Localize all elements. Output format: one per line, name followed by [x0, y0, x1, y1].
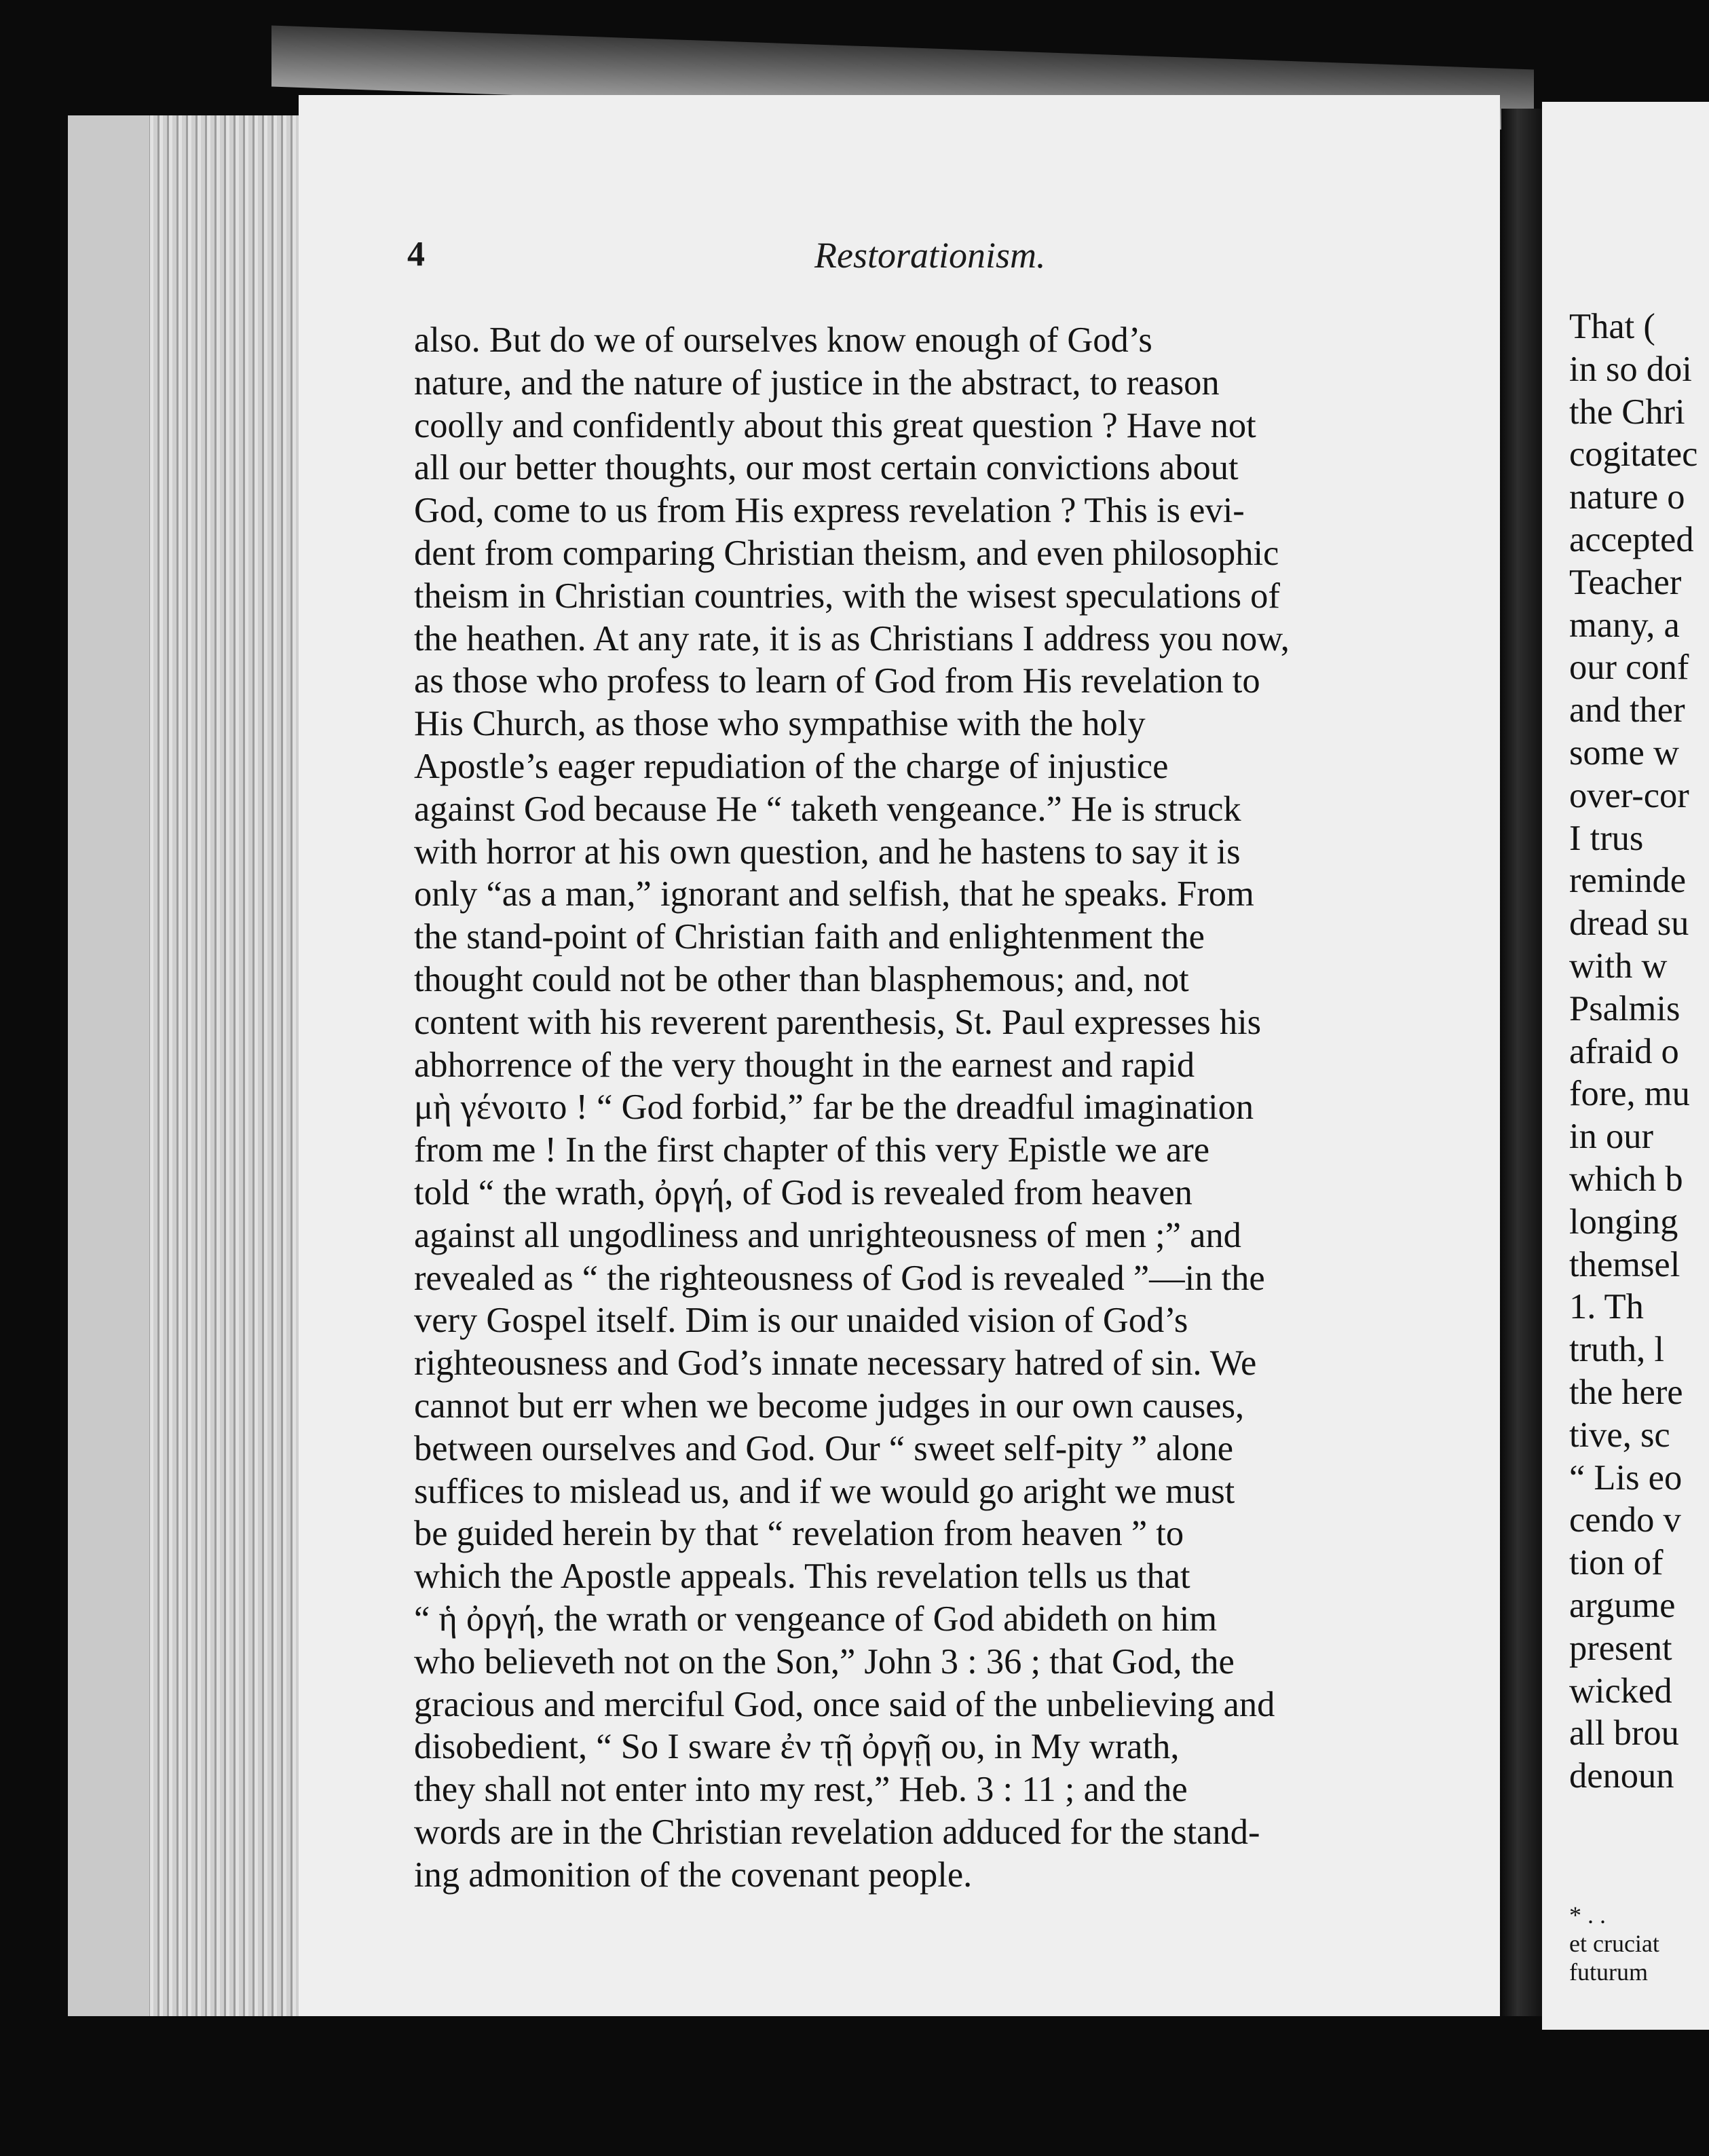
text-line: very Gospel itself. Dim is our unaided vision of God’s	[414, 1301, 1188, 1341]
right-page-line: 1. Th	[1569, 1287, 1644, 1327]
right-page-line: Teacher	[1569, 562, 1682, 602]
text-line: nature, and the nature of justice in the abstract, to reason	[414, 363, 1220, 403]
text-line: who believeth not on the Son,” John 3 : 36 ; that God, the	[414, 1641, 1235, 1681]
text-line: from me ! In the first chapter of this very Epistle we are	[414, 1130, 1210, 1170]
right-page-line: reminde	[1569, 861, 1687, 901]
right-page-line: denoun	[1569, 1756, 1674, 1796]
text-line: theism in Christian countries, with the wisest speculations of	[414, 576, 1280, 616]
text-line: thought could not be other than blasphemous; and, not	[414, 959, 1189, 999]
text-line: ing admonition of the covenant people.	[414, 1855, 973, 1895]
right-page-line: cogitatec	[1569, 434, 1698, 475]
right-page-line: many, a	[1569, 605, 1680, 645]
right-page-line: all brou	[1569, 1713, 1679, 1753]
right-page-line: That (	[1569, 307, 1655, 346]
right-page-line: truth, l	[1569, 1330, 1664, 1370]
text-line: they shall not enter into my rest,” Heb. 3 : 11 ; and the	[414, 1770, 1188, 1810]
text-line: Apostle’s eager repudiation of the charge of injustice	[414, 746, 1169, 786]
text-line: cannot but err when we become judges in our own causes,	[414, 1386, 1245, 1426]
right-page-text	[1569, 305, 1697, 1798]
right-page-line: I trus	[1569, 818, 1644, 858]
text-line: suffices to mislead us, and if we would go aright we must	[414, 1471, 1235, 1511]
right-page-fragment	[1542, 102, 1709, 2030]
text-line: between ourselves and God. Our “ sweet self-pity ” alone	[414, 1428, 1234, 1468]
text-line: content with his reverent parenthesis, St. Paul expresses his	[414, 1002, 1262, 1042]
book-cover-edge	[68, 115, 149, 2016]
right-page-line: accepted	[1569, 519, 1694, 559]
text-line: revealed as “ the righteousness of God is revealed ”—in the	[414, 1258, 1265, 1298]
right-page-line: our conf	[1569, 648, 1689, 688]
right-page-line: tion of	[1569, 1543, 1664, 1583]
text-line: “ ἡ ὀργή, the wrath or vengeance of God abideth on him	[414, 1599, 1218, 1639]
text-line: dent from comparing Christian theism, and even philosophic	[414, 533, 1279, 573]
right-page-line: wicked	[1569, 1671, 1672, 1711]
body-text	[414, 319, 1514, 1896]
text-line: as those who profess to learn of God from His revelation to	[414, 661, 1260, 701]
right-page-line: the Chri	[1569, 392, 1685, 432]
running-title: Restorationism.	[814, 235, 1046, 276]
right-page-line: which b	[1569, 1159, 1683, 1199]
right-page-line: in our	[1569, 1117, 1653, 1157]
text-line: His Church, as those who sympathise with the holy	[414, 704, 1146, 744]
text-line: also. But do we of ourselves know enough of God’s	[414, 320, 1152, 360]
page-number: 4	[407, 235, 425, 274]
right-page-line: with w	[1569, 946, 1668, 986]
text-line: words are in the Christian revelation adduced for the stand-	[414, 1812, 1260, 1852]
footnote-line: * . .	[1569, 1901, 1606, 1929]
right-page-line: the here	[1569, 1372, 1683, 1412]
text-line: disobedient, “ So I sware ἐν τῇ ὀργῇ ου, in My wrath,	[414, 1727, 1180, 1767]
page-header	[407, 234, 1507, 289]
text-line: with horror at his own question, and he hastens to say it is	[414, 832, 1241, 872]
right-page-line: in so doi	[1569, 349, 1692, 389]
book-gutter	[1501, 109, 1542, 2016]
text-line: μὴ γένοιτο ! “ God forbid,” far be the dreadful imagination	[414, 1088, 1254, 1128]
right-page-line: cendo v	[1569, 1500, 1681, 1540]
text-line: God, come to us from His express revelation ? This is evi-	[414, 491, 1245, 531]
right-page-line: tive, sc	[1569, 1415, 1670, 1455]
right-page-line: some w	[1569, 732, 1679, 773]
right-page-line: argume	[1569, 1585, 1676, 1625]
right-page-line: themsel	[1569, 1244, 1680, 1284]
footnote-line: futurum	[1569, 1958, 1648, 1986]
right-page-line: nature o	[1569, 477, 1685, 517]
right-page-line: afraid o	[1569, 1031, 1679, 1071]
text-line: the stand-point of Christian faith and enlightenment the	[414, 917, 1205, 957]
right-page-line: dread su	[1569, 904, 1689, 944]
footnote-line: et cruciat	[1569, 1930, 1659, 1957]
text-line: coolly and confidently about this great question ? Have not	[414, 405, 1256, 445]
text-line: only “as a man,” ignorant and selfish, that he speaks. From	[414, 874, 1254, 914]
right-page-line: Psalmis	[1569, 988, 1680, 1028]
text-line: against all ungodliness and unrighteousness of men ;” and	[414, 1215, 1241, 1255]
right-page-line: over-cor	[1569, 775, 1689, 815]
text-line: all our better thoughts, our most certain convictions about	[414, 448, 1239, 488]
text-line: be guided herein by that “ revelation from heaven ” to	[414, 1514, 1184, 1554]
right-page-line: present	[1569, 1628, 1672, 1668]
right-page-line: longing	[1569, 1202, 1678, 1242]
text-line: abhorrence of the very thought in the earnest and rapid	[414, 1045, 1195, 1085]
text-line: which the Apostle appeals. This revelation tells us that	[414, 1557, 1190, 1597]
text-line: the heathen. At any rate, it is as Christians I address you now,	[414, 618, 1290, 658]
right-page-line: and ther	[1569, 690, 1685, 730]
right-page-line: “ Lis eo	[1569, 1457, 1683, 1498]
text-line: gracious and merciful God, once said of the unbelieving and	[414, 1684, 1275, 1724]
text-line: against God because He “ taketh vengeance.” He is struck	[414, 789, 1241, 829]
text-line: told “ the wrath, ὀργή, of God is revealed from heaven	[414, 1172, 1192, 1212]
right-page-footnote	[1569, 1901, 1659, 1986]
right-page-line: fore, mu	[1569, 1074, 1690, 1114]
text-line: righteousness and God’s innate necessary hatred of sin. We	[414, 1343, 1257, 1383]
